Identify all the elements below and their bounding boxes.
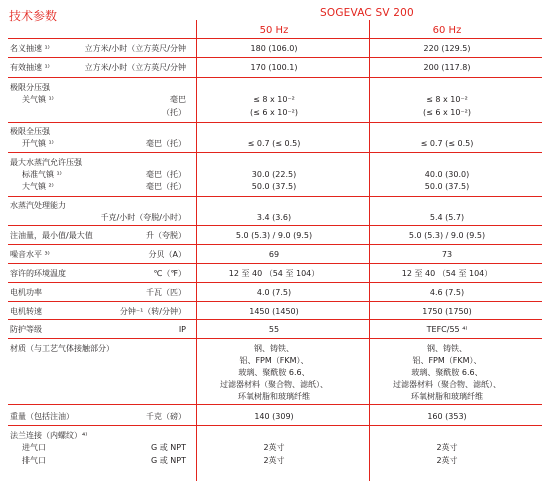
divider [8,57,542,58]
row-water-vapor-standard [0,169,542,180]
material-line-50hz: 玻璃、聚酰胺 6.6、 [238,368,310,377]
value-60hz: 40.0 (30.0) [424,170,470,179]
value-60hz: TEFC/55 ⁴⁾ [426,325,468,334]
unit: ℃（℉） [153,269,186,278]
row-weight [0,411,542,422]
row-effective-speed [0,62,542,73]
material-line-50hz: 铝、FPM（FKM）、 [239,356,309,365]
value-50hz: 69 [268,250,280,259]
material-line-60hz: 钢、铸铁、 [427,344,467,353]
value-50hz: 140 (309) [254,412,294,421]
row-flange-title [0,430,542,441]
value-60hz: 4.6 (7.5) [429,288,465,297]
row-oil-capacity [0,230,542,241]
value-50hz: 2英寸 [263,456,285,465]
row-flange-outlet [0,455,542,466]
divider [8,152,542,153]
divider [8,122,542,123]
value-60hz: 200 (117.8) [423,63,471,72]
row-ultimate-partial-torr [0,107,542,118]
divider [8,196,542,197]
value-60hz: 220 (129.5) [423,44,471,53]
value-60hz: ≤ 0.7 (≤ 0.5) [420,139,474,148]
column-header-60hz: 60 Hz [432,25,462,36]
label: 重量（包括注油） [10,412,74,421]
row-materials-line [0,367,542,378]
material-line-60hz: 玻璃、聚酰胺 6.6、 [411,368,483,377]
label: 极限分压强 [10,83,50,92]
label: 电机功率 [10,288,42,297]
value-60hz: 2英寸 [436,456,458,465]
row-ambient-temperature [0,268,542,279]
unit: 升（夸脱） [146,231,186,240]
divider [8,301,542,302]
row-motor-power [0,287,542,298]
row-water-vapor-large [0,181,542,192]
label: 法兰连接（内螺纹）⁴⁾ [10,431,88,440]
value-60hz: 2英寸 [436,443,458,452]
unit: 千克（磅） [146,412,186,421]
label: 噪音水平 ³⁾ [10,250,50,259]
row-flange-inlet [0,442,542,453]
unit: 毫巴（托） [146,182,186,191]
divider [8,319,542,320]
divider [8,77,542,78]
value-50hz: ≤ 8 x 10⁻² [253,95,295,104]
value-50hz: 5.0 (5.3) / 9.0 (9.5) [235,231,313,240]
row-protection-class [0,324,542,335]
row-ultimate-partial [0,94,542,105]
divider [8,263,542,264]
unit: G 或 NPT [151,443,186,452]
value-50hz: 3.4 (3.6) [256,213,292,222]
row-materials-line [0,379,542,390]
value-60hz: ≤ 8 x 10⁻² [426,95,468,104]
label: 电机转速 [10,307,42,316]
model-name: SOGEVAC SV 200 [320,7,414,19]
value-60hz: (≤ 6 x 10⁻²) [422,108,471,117]
value-50hz: 2英寸 [263,443,285,452]
sublabel: 大气镇 ²⁾ [22,182,54,191]
unit: （托） [162,108,186,117]
sublabel: 进气口 [22,443,46,452]
label: 最大水蒸汽允许压强 [10,158,82,167]
label: 有效抽速 ¹⁾ [10,63,50,72]
material-line-50hz: 环氧树脂和玻璃纤维 [238,392,310,401]
material-line-60hz: 过滤器材料（聚合物、滤纸）、 [393,380,501,389]
label: 注油量，最小值/最大值 [10,231,93,240]
value-50hz: 50.0 (37.5) [251,182,297,191]
row-noise-level [0,249,542,260]
sublabel: 排气口 [22,456,46,465]
unit: 毫巴（托） [146,170,186,179]
divider [8,338,542,339]
label: 材质（与工艺气体接触部分） [10,344,114,353]
row-ultimate-total [0,138,542,149]
divider [8,425,542,426]
material-line-60hz: 铝、FPM（FKM）、 [412,356,482,365]
row-nominal-speed [0,43,542,54]
row-water-vapor-capacity [0,212,542,223]
row-motor-speed [0,306,542,317]
value-60hz: 12 至 40 （54 至 104） [401,269,493,278]
sublabel: 开气镇 ¹⁾ [22,139,54,148]
unit: IP [178,325,186,334]
material-line-50hz: 过滤器材料（聚合物、滤纸）、 [220,380,328,389]
value-60hz: 5.0 (5.3) / 9.0 (9.5) [408,231,486,240]
value-50hz: 1450 (1450) [249,307,299,316]
divider [8,225,542,226]
label: 容许的环境温度 [10,269,66,278]
label: 水蒸汽处理能力 [10,201,66,210]
row-ultimate-partial-title [0,82,542,93]
unit: 分贝（A） [148,250,186,259]
value-50hz: 180 (106.0) [250,44,298,53]
sublabel: 标准气镇 ¹⁾ [22,170,62,179]
unit: G 或 NPT [151,456,186,465]
unit: 分钟⁻¹（转/分钟） [119,307,186,316]
row-water-vapor-pressure-title [0,157,542,168]
unit: 立方米/小时（立方英尺/分钟 [84,63,186,72]
unit: 毫巴 [170,95,186,104]
unit: 千瓦（匹） [146,288,186,297]
value-60hz: 1750 (1750) [422,307,472,316]
sublabel: 关气镇 ¹⁾ [22,95,54,104]
label: 极限全压强 [10,127,50,136]
value-50hz: 4.0 (7.5) [256,288,292,297]
row-materials [0,343,542,354]
label: 防护等级 [10,325,42,334]
row-ultimate-total-title [0,126,542,137]
value-50hz: 55 [268,325,280,334]
row-materials-line [0,391,542,402]
value-50hz: 170 (100.1) [250,63,298,72]
value-60hz: 73 [441,250,453,259]
divider [8,282,542,283]
value-60hz: 50.0 (37.5) [424,182,470,191]
material-line-60hz: 环氧树脂和玻璃纤维 [411,392,483,401]
divider [8,38,542,39]
page-title: 技术参数 [9,9,58,23]
label: 名义抽速 ¹⁾ [10,44,50,53]
value-60hz: 5.4 (5.7) [429,213,465,222]
value-50hz: ≤ 0.7 (≤ 0.5) [247,139,301,148]
row-materials-line [0,355,542,366]
value-50hz: (≤ 6 x 10⁻²) [249,108,298,117]
value-50hz: 30.0 (22.5) [251,170,297,179]
divider [8,244,542,245]
row-water-vapor-capacity-title [0,200,542,211]
material-line-50hz: 钢、铸铁、 [254,344,294,353]
unit: 毫巴（托） [146,139,186,148]
unit: 千克/小时（夸脱/小时） [100,213,186,222]
unit: 立方米/小时（立方英尺/分钟 [84,44,186,53]
column-header-50hz: 50 Hz [259,25,289,36]
divider [8,404,542,405]
value-50hz: 12 至 40 （54 至 104） [228,269,320,278]
value-60hz: 160 (353) [427,412,467,421]
